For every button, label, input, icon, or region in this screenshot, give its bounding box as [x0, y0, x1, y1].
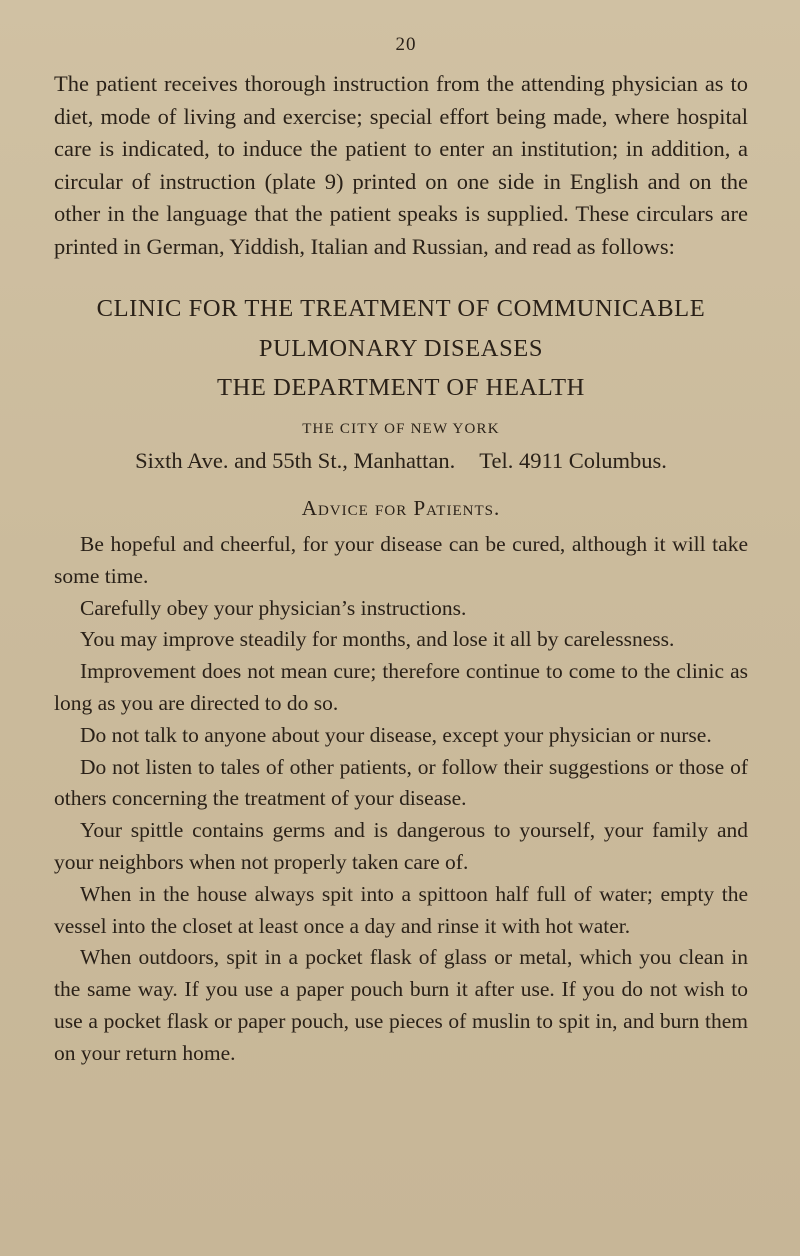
clinic-title-line-2: PULMONARY DISEASES	[258, 335, 544, 362]
advice-item: You may improve steadily for months, and lose it all by carelessness.	[80, 627, 675, 652]
advice-item: Do not listen to tales of other patients, or follow their suggestions or those of others concerning the treatment of your disease.	[54, 754, 748, 811]
advice-item: Be hopeful and cheerful, for your disease can be cured, although it will take some time.	[54, 532, 748, 588]
advice-item: When outdoors, spit in a pocket flask of glass or metal, which you clean in the same way. If you use a paper pouch burn it after use. If you do not wish to use a pocket flask or paper pouch, use pieces of muslin to spit in, and burn them on your return home.	[54, 945, 748, 1065]
city-name: THE CITY OF NEW YORK	[302, 421, 500, 437]
advice-list	[54, 529, 748, 1070]
address-line	[54, 448, 748, 474]
intro-paragraph: The patient receives thorough instruction from the attending physician as to diet, mode of living and exercise; special effort being made, where hospital care is indicated, to induce the patient to enter an institution; in addition, a circular of instruction (plate 9) printed on one side in English and on the other in the language that the patient speaks is supplied. These circulars are printed in German, Yiddish, Italian and Russian, and read as follows:	[54, 71, 748, 259]
advice-item: Do not talk to anyone about your disease, except your physician or nurse.	[80, 722, 712, 747]
department-name: THE DEPARTMENT OF HEALTH	[217, 374, 585, 401]
telephone-number: Tel. 4911 Columbus.	[479, 448, 667, 473]
advice-item: Carefully obey your physician’s instructions.	[80, 595, 467, 620]
circular-header	[54, 289, 748, 474]
street-address: Sixth Ave. and 55th St., Manhattan.	[135, 448, 456, 473]
clinic-title-line-1: CLINIC FOR THE TREATMENT OF COMMUNICABLE	[96, 295, 706, 322]
advice-heading: Advice for Patients.	[301, 496, 501, 520]
advice-item: Improvement does not mean cure; therefore continue to come to the clinic as long as you are directed to do so.	[54, 659, 748, 715]
page-number: 20	[395, 34, 417, 55]
advice-item: Your spittle contains germs and is dangerous to yourself, your family and your neighbors when not properly taken care of.	[54, 818, 748, 874]
advice-item: When in the house always spit into a spittoon half full of water; empty the vessel into the closet at least once a day and rinse it with hot water.	[54, 881, 748, 938]
